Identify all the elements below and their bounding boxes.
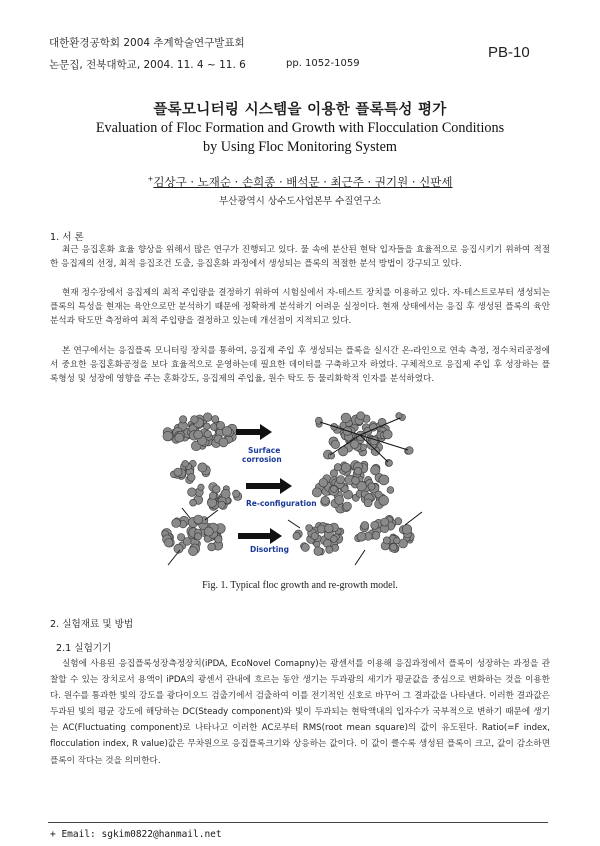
- section1-paragraph3: 본 연구에서는 응집플록 모니터링 장치를 통하여, 응집제 주입 후 생성되는 플록을 실시간 온-라인으로 연속 측정, 정수처리공정에서 중요한 응집혼화공정을 보다 효율적으로 운영하는데 필요한 데이터를 구축하고자 하였다. 구체적으로 응집제 주입 후 성장하는 플록형성 및 성장에 영향을 주는 혼화강도, 응집제의 주입율, 원수 탁도 등 물리화학적 인자를 분석하였다.: [50, 346, 550, 384]
- title-english-line2: by Using Floc Monitoring System: [203, 139, 397, 155]
- section2-heading: 2. 실험재료 및 방법: [50, 619, 134, 630]
- authors-text: 김상구 · 노재순 · 손희종 · 배석문 · 최근주 · 권기원 · 신판세: [153, 175, 453, 189]
- floc-after-row3a: [293, 522, 344, 555]
- figure-caption: Fig. 1. Typical floc growth and re-growth model.: [202, 580, 398, 591]
- corresponding-mark: +: [147, 175, 154, 184]
- arrow-r3-b: [205, 510, 218, 520]
- section1-heading: 1. 서 론: [50, 232, 84, 243]
- label-disorting: Disorting: [250, 545, 289, 554]
- section1-paragraph1: 최근 응집혼화 효율 향상을 위해서 많은 연구가 진행되고 있다. 물 속에 분산된 현탁 입자들을 효율적으로 응집시키기 위하여 적절한 응집제의 선정, 최적 응집조건 도출, 응집혼화 과정에서 생성되는 플록의 적절한 분석 방법이 강구되고 있다.: [50, 245, 550, 269]
- author-list: [0, 174, 600, 190]
- arrow-r3-d: [405, 512, 422, 525]
- floc-small-row2b: [188, 483, 242, 511]
- label-surface: Surface: [248, 446, 281, 455]
- title-english-line1: Evaluation of Floc Formation and Growth with Flocculation Conditions: [95, 120, 505, 136]
- floc-small-row2a: [170, 460, 210, 483]
- footnote-divider: [48, 822, 548, 823]
- arrow-reconfiguration: [246, 478, 292, 494]
- fragment-2: [405, 447, 414, 455]
- floc-before-row3: [162, 515, 226, 556]
- floc-after-row2: [312, 461, 394, 513]
- arrow-disorting: [238, 528, 282, 544]
- conference-venue: 논문집, 전북대학교, 2004. 11. 4 ~ 11. 6: [49, 59, 246, 71]
- label-reconfiguration: Re-configuration: [246, 499, 317, 508]
- affiliation: 부산광역시 상수도사업본부 수질연구소: [218, 196, 382, 207]
- page-range: pp. 1052-1059: [286, 58, 360, 69]
- floc-before-row1: [163, 413, 237, 451]
- arrow-surface-corrosion: [236, 424, 272, 440]
- section1-paragraph2: 현재 정수장에서 응집제의 최적 주입량을 결정하기 위하여 시험실에서 자-테스트 장치를 이용하고 있다. 자-테스트로부터 생성되는 플록의 특성을 현재는 육안으로만 분석하기 때문에 정확하게 분석하기 어려운 실정이다. 현재 상태에서는 응집 후 생성된 플록의 육안분석과 탁도만 측정하여 최적 주입량을 결정하고 있는데 개선점이 지적되고 있다.: [50, 288, 550, 326]
- arrow-r3-e: [355, 550, 365, 565]
- section2-paragraph1: 실험에 사용된 응집플록성장측정장치(iPDA, EcoNovel Comapny)는 광센서를 이용해 응집과정에서 플록이 성장하는 과정을 관찰할 수 있는 장치로서 용액이 iPDA의 광센서 관내에 흐르는 동안 생기는 두과광의 세기가 평균값을 중심으로 변화하는 것을 이용한다. 원수를 통과한 빛의 강도를 광다이오드 검출기에서 검출하여 이를 전기적인 신호로 바꾸어 그 결과값을 나타낸다. 이러한 결과값은 두과된 빛의 평균 강도에 해당하는 DC(Steady component)와 빛이 두과되는 현탁액내의 입자수가 국부적으로 변하기 때문에 생기는 AC(Fluctuating component)로 나타나고 이러한 AC로부터 RMS(root mean square)의 값이 유도된다. Ratio(=F index, flocculation index, R value)값은 무차원으로 응집플록크기와 상응하는 값이다. 이 값이 클수록 생성된 플록이 크고, 값이 감소하면 플록이 작다는 것을 의미한다.: [50, 659, 550, 766]
- fragment-3: [323, 450, 334, 459]
- title-korean: 플록모니터링 시스템을 이용한 플록특성 평가: [153, 102, 447, 118]
- footnote-email: [50, 829, 222, 840]
- paper-id: PB-10: [488, 44, 530, 61]
- floc-clusters: [162, 412, 422, 565]
- email-label: + Email:: [50, 829, 96, 840]
- email-address: sgkim0822@hanmail.net: [101, 829, 222, 840]
- conference-name: 대한환경공학회 2004 추계학술연구발표회: [49, 37, 245, 49]
- label-corrosion: corrosion: [242, 455, 282, 464]
- arrow-r3-a: [168, 550, 180, 565]
- floc-growth-figure: [160, 410, 440, 570]
- floc-after-row3b: [355, 515, 415, 552]
- section2-1-heading: 2.1 실험기기: [56, 643, 112, 654]
- arrow-r3-f: [288, 520, 300, 528]
